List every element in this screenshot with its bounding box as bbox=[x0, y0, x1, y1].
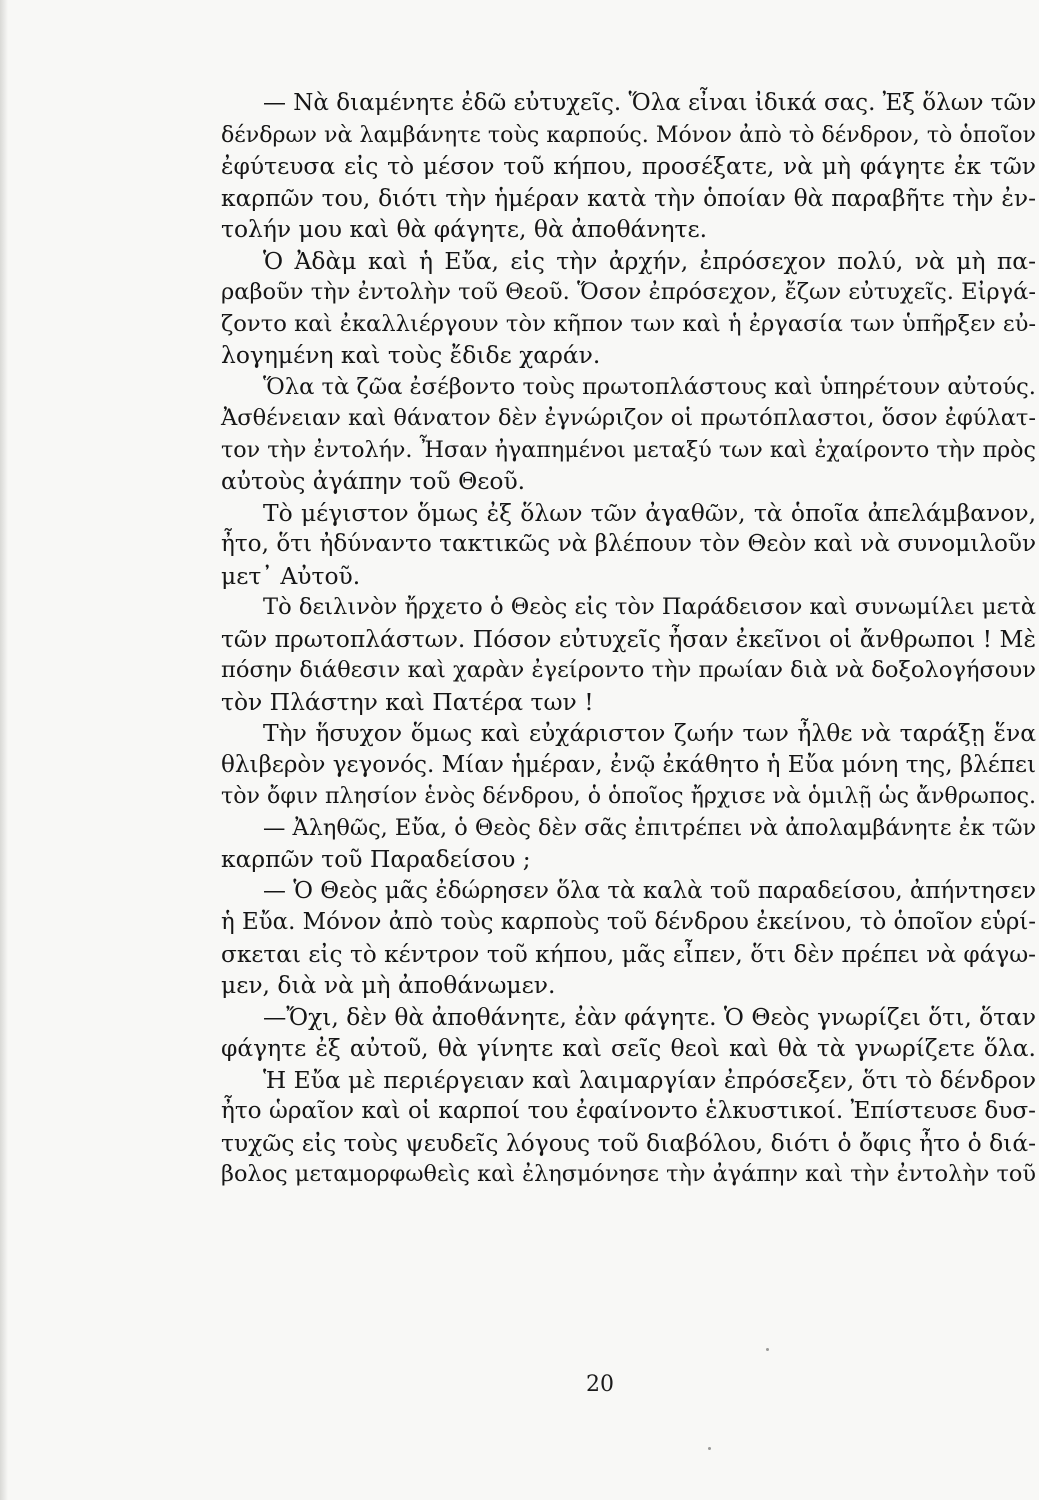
text-line: ἦτο ὡραῖον καὶ οἱ καρποί του ἐφαίνοντο ἑλκυστικοί. Ἐπίστευσε δυσ- bbox=[221, 1098, 1036, 1124]
text-line: αὐτοὺς ἀγάπην τοῦ Θεοῦ. bbox=[221, 467, 526, 495]
text-line: σκεται εἰς τὸ κέντρον τοῦ κήπου, μᾶς εἶπεν, ὅτι δὲν πρέπει νὰ φάγω- bbox=[221, 940, 1036, 968]
text-line: φάγητε ἐξ αὐτοῦ, θὰ γίνητε καὶ σεῖς θεοὶ καὶ θὰ τὰ γνωρίζετε ὅλα. bbox=[221, 1034, 1036, 1062]
text-line: δένδρων νὰ λαμβάνητε τοὺς καρπούς. Μόνον ἀπὸ τὸ δένδρον, τὸ ὁποῖον bbox=[221, 121, 1036, 148]
text-line: τῶν πρωτοπλάστων. Πόσον εὐτυχεῖς ἦσαν ἐκεῖνοι οἱ ἄνθρωποι ! Μὲ bbox=[221, 624, 1036, 653]
text-line: καρπῶν του, διότι τὴν ἡμέραν κατὰ τὴν ὁποίαν θὰ παραβῆτε τὴν ἐν- bbox=[221, 183, 1036, 212]
text-line: —Ὄχι, δὲν θὰ ἀποθάνητε, ἐὰν φάγητε. Ὁ Θεὸς γνωρίζει ὅτι, ὅταν bbox=[263, 1003, 1036, 1031]
text-line: πόσην διάθεσιν καὶ χαρὰν ἐγείροντο τὴν πρωίαν διὰ νὰ δοξολογήσουν bbox=[221, 657, 1036, 683]
text-line: Ἡ Εὔα μὲ περιέργειαν καὶ λαιμαργίαν ἐπρόσεξεν, ὅτι τὸ δένδρον bbox=[263, 1065, 1037, 1094]
text-line: τυχῶς εἰς τοὺς ψευδεῖς λόγους τοῦ διαβόλου, διότι ὁ ὄφις ἦτο ὁ διά- bbox=[221, 1128, 1036, 1157]
text-line: θλιβερὸν γεγονός. Μίαν ἡμέραν, ἐνῷ ἐκάθητο ἡ Εὔα μόνη της, βλέπει bbox=[221, 751, 1036, 778]
text-line: — Ὁ Θεὸς μᾶς ἐδώρησεν ὅλα τὰ καλὰ τοῦ παραδείσου, ἀπήντησεν bbox=[263, 877, 1037, 904]
text-line: ἐφύτευσα εἰς τὸ μέσον τοῦ κήπου, προσέξατε, νὰ μὴ φάγητε ἐκ τῶν bbox=[221, 152, 1036, 180]
text-line: Ἀσθένειαν καὶ θάνατον δὲν ἐγνώριζον οἱ πρωτόπλαστοι, ὅσον ἐφύλατ- bbox=[221, 405, 1036, 431]
page-number: 20 bbox=[586, 1372, 614, 1397]
text-line: ἦτο, ὅτι ἠδύναντο τακτικῶς νὰ βλέπουν τὸν Θεὸν καὶ νὰ συνομιλοῦν bbox=[221, 531, 1036, 557]
text-line: βολος μεταμορφωθεὶς καὶ ἐλησμόνησε τὴν ἀγάπην καὶ τὴν ἐντολὴν τοῦ bbox=[221, 1161, 1036, 1187]
text-line: λογημένη καὶ τοὺς ἔδιδε χαράν. bbox=[221, 341, 601, 369]
text-line: — Ἀληθῶς, Εὔα, ὁ Θεὸς δὲν σᾶς ἐπιτρέπει νὰ ἀπολαμβάνητε ἐκ τῶν bbox=[263, 814, 1037, 841]
text-line: Τὸ μέγιστον ὅμως ἐξ ὅλων τῶν ἀγαθῶν, τὰ ὁποῖα ἀπελάμβανον, bbox=[263, 498, 1036, 527]
text-line: ραβοῦν τὴν ἐντολὴν τοῦ Θεοῦ. Ὅσον ἐπρόσεχον, ἔζων εὐτυχεῖς. Εἰργά- bbox=[221, 279, 1036, 305]
text-line: μετ᾽ Αὐτοῦ. bbox=[221, 561, 361, 590]
text-line: τὸν Πλάστην καὶ Πατέρα των ! bbox=[221, 687, 594, 716]
text-line: Ὁ Ἀδὰμ καὶ ἡ Εὔα, εἰς τὴν ἀρχήν, ἐπρόσεχον πολύ, νὰ μὴ πα- bbox=[263, 246, 1036, 275]
text-line: Τὸ δειλινὸν ἤρχετο ὁ Θεὸς εἰς τὸν Παράδεισον καὶ συνωμίλει μετὰ bbox=[263, 594, 1036, 620]
text-line: Ὅλα τὰ ζῶα ἐσέβοντο τοὺς πρωτοπλάστους καὶ ὑπηρέτουν αὐτούς. bbox=[263, 373, 1036, 400]
text-line: τον τὴν ἐντολήν. Ἦσαν ἠγαπημένοι μεταξύ των καὶ ἐχαίροντο τὴν πρὸς bbox=[221, 436, 1036, 463]
scan-speck bbox=[708, 1447, 711, 1450]
text-line: ἡ Εὔα. Μόνον ἀπὸ τοὺς καρποὺς τοῦ δένδρου ἐκείνου, τὸ ὁποῖον εὑρί- bbox=[221, 909, 1036, 935]
text-line: μεν, διὰ νὰ μὴ ἀποθάνωμεν. bbox=[221, 971, 556, 999]
text-line: — Νὰ διαμένητε ἐδῶ εὐτυχεῖς. Ὅλα εἶναι ἰδικά σας. Ἐξ ὅλων τῶν bbox=[263, 90, 1037, 116]
text-line: ζοντο καὶ ἐκαλλιέργουν τὸν κῆπον των καὶ ἡ ἐργασία των ὑπῆρξεν εὐ- bbox=[221, 310, 1036, 337]
scan-speck bbox=[766, 1348, 769, 1351]
text-line: τολήν μου καὶ θὰ φάγητε, θὰ ἀποθάνητε. bbox=[221, 215, 708, 243]
text-line: Τὴν ἥσυχον ὅμως καὶ εὐχάριστον ζωήν των ἦλθε νὰ ταράξῃ ἕνα bbox=[263, 719, 1036, 747]
body-text bbox=[221, 88, 1036, 1191]
text-line: καρπῶν τοῦ Παραδείσου ; bbox=[221, 845, 531, 873]
text-line: τὸν ὄφιν πλησίον ἑνὸς δένδρου, ὁ ὁποῖος ἤρχισε νὰ ὁμιλῇ ὡς ἄνθρωπος. bbox=[221, 783, 1036, 809]
